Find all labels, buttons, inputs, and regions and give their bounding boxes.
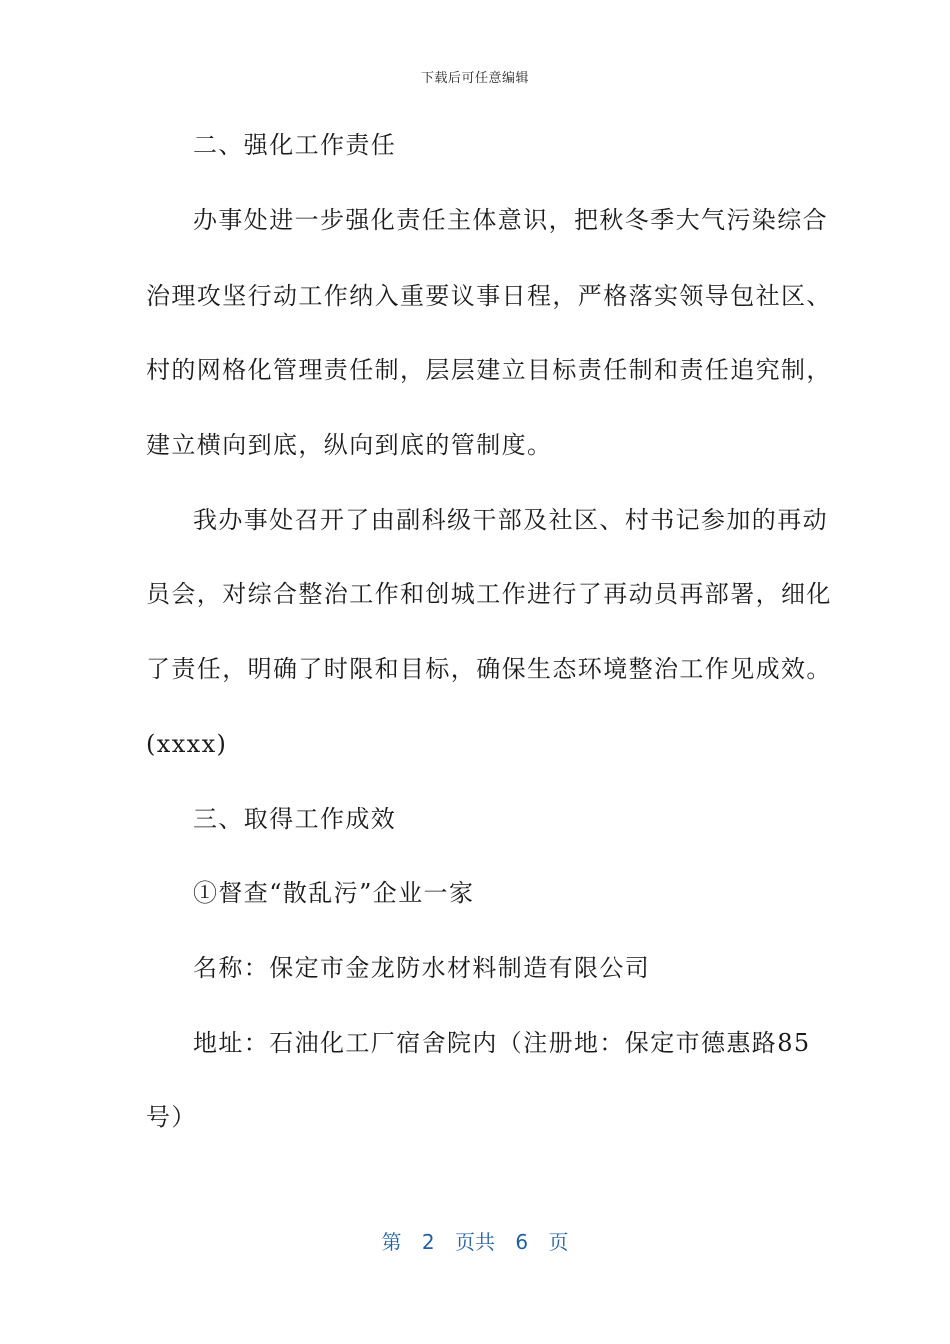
paragraph-line: 我办事处召开了由副科级干部及社区、村书记参加的再动 [193,506,828,534]
paragraph-line: 办事处进一步强化责任主体意识，把秋冬季大气污染综合 [193,206,828,234]
address-line: 地址：石油化工厂宿舍院内（注册地：保定市德惠路85 [193,1029,811,1057]
page-suffix: 页 [548,1230,569,1254]
section-heading-3: 三、取得工作成效 [193,805,397,833]
page-total: 6 [515,1230,529,1254]
paragraph-line: 村的网格化管理责任制，层层建立目标责任制和责任追究制， [146,356,832,384]
paragraph-line: 员会，对综合整治工作和创城工作进行了再动员再部署，细化 [146,580,832,608]
page-footer [0,1226,950,1255]
page-current: 2 [421,1230,435,1254]
paragraph-line: (xxxx) [146,730,228,758]
list-item: ①督查“散乱污”企业一家 [193,879,475,907]
address-line-continued: 号） [146,1103,197,1131]
paragraph-line: 了责任，明确了时限和目标，确保生态环境整治工作见成效。 [146,655,832,683]
section-heading-2: 二、强化工作责任 [193,131,397,159]
page-mid: 页共 [455,1230,495,1254]
company-name-line: 名称：保定市金龙防水材料制造有限公司 [193,954,651,982]
header-note: 下载后可任意编辑 [420,71,529,86]
paragraph-line: 建立横向到底，纵向到底的管制度。 [146,431,553,459]
page-prefix: 第 [381,1230,402,1254]
paragraph-line: 治理攻坚行动工作纳入重要议事日程，严格落实领导包社区、 [146,282,832,310]
